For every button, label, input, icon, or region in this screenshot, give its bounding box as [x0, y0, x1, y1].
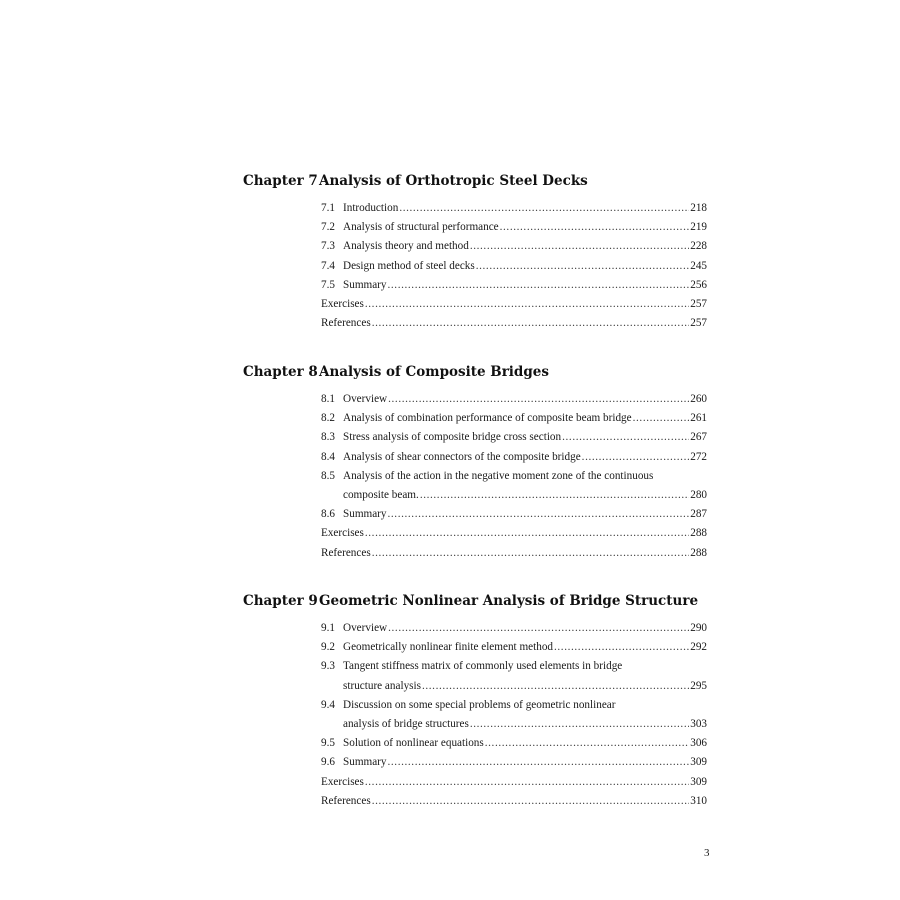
- entry-number: 7.5: [321, 278, 335, 291]
- entry-page: 257: [690, 297, 707, 310]
- entry-number: 8.3: [321, 431, 335, 444]
- entry-number: 9.4: [321, 698, 335, 711]
- entry-number: 9.2: [321, 641, 335, 654]
- toc-entry[interactable]: [321, 734, 707, 753]
- toc-entry[interactable]: [321, 619, 707, 638]
- entry-title: References: [321, 546, 371, 559]
- chapter-heading: [243, 362, 713, 382]
- leader-dots: [500, 218, 690, 237]
- chapter-7-section: [243, 171, 713, 333]
- leader-dots: [476, 257, 689, 276]
- leader-dots: [582, 448, 690, 467]
- toc-entry-references[interactable]: [321, 544, 707, 563]
- leader-dots: [388, 619, 689, 638]
- chapter-number: Chapter 7: [243, 173, 318, 189]
- entry-page: 287: [690, 508, 707, 521]
- toc-entry[interactable]: [321, 505, 707, 524]
- entry-number: 7.3: [321, 240, 335, 253]
- entry-page: 267: [690, 431, 707, 444]
- chapter-heading: [243, 591, 713, 611]
- toc-entry-exercises[interactable]: [321, 295, 707, 314]
- entry-title: Geometrically nonlinear finite element method: [343, 641, 554, 654]
- entry-number: 8.5: [321, 469, 335, 482]
- entry-title: References: [321, 794, 371, 807]
- entry-page: 303: [690, 717, 707, 730]
- toc-entry[interactable]: [321, 218, 707, 237]
- entry-number: 7.4: [321, 259, 335, 272]
- toc-entry[interactable]: [321, 448, 707, 467]
- toc-entries: [321, 619, 707, 811]
- entry-number: 9.5: [321, 737, 335, 750]
- chapter-title: Analysis of Composite Bridges: [319, 364, 550, 380]
- entry-number: 8.1: [321, 393, 335, 405]
- leader-dots: [388, 276, 690, 295]
- toc-entry-line1[interactable]: [321, 467, 707, 486]
- entry-page: 309: [690, 775, 707, 788]
- leader-dots: [554, 638, 689, 657]
- entry-number: 8.2: [321, 412, 335, 425]
- toc-entry[interactable]: [321, 409, 707, 428]
- leader-dots: [365, 524, 689, 543]
- leader-dots: [388, 390, 689, 409]
- leader-dots: [388, 505, 690, 524]
- entry-number: 9.3: [321, 660, 335, 673]
- toc-entry-line2[interactable]: [321, 486, 707, 505]
- entry-page: 218: [690, 202, 707, 214]
- chapter-8-section: [243, 362, 713, 563]
- leader-dots: [372, 792, 690, 811]
- entry-title-continued: composite beam.: [343, 488, 419, 501]
- entry-title: Summary: [343, 756, 387, 769]
- entry-page: 257: [690, 317, 707, 330]
- page-number: 3: [704, 847, 710, 859]
- entry-title: Introduction: [343, 202, 399, 214]
- toc-entries: [321, 390, 707, 563]
- entry-title: References: [321, 317, 371, 330]
- entry-title: Exercises: [321, 527, 364, 540]
- entry-page: 245: [690, 259, 707, 272]
- entry-title: Summary: [343, 508, 387, 521]
- entry-title: Summary: [343, 278, 387, 291]
- toc-entry[interactable]: [321, 753, 707, 772]
- toc-entry[interactable]: [321, 638, 707, 657]
- toc-entry[interactable]: [321, 257, 707, 276]
- entry-number: 7.1: [321, 202, 335, 214]
- toc-entry-line2[interactable]: [321, 677, 707, 696]
- leader-dots: [470, 237, 689, 256]
- toc-entry[interactable]: [321, 428, 707, 447]
- leader-dots: [420, 486, 689, 505]
- entry-number: 7.2: [321, 221, 335, 234]
- entry-page: 260: [690, 393, 707, 405]
- leader-dots: [365, 773, 689, 792]
- leader-dots: [399, 199, 689, 218]
- chapter-heading: [243, 171, 713, 191]
- chapter-9-section: [243, 591, 713, 811]
- leader-dots: [470, 715, 689, 734]
- leader-dots: [422, 677, 689, 696]
- entry-number: 8.4: [321, 450, 335, 463]
- chapter-number: Chapter 9: [243, 593, 318, 609]
- entry-page: 292: [690, 641, 707, 654]
- entry-page: 272: [690, 450, 707, 463]
- entry-title: Exercises: [321, 775, 364, 788]
- entry-title: Tangent stiffness matrix of commonly used elements in bridge: [343, 660, 623, 673]
- entry-title: Design method of steel decks: [343, 259, 475, 272]
- leader-dots: [388, 753, 690, 772]
- toc-entry[interactable]: [321, 390, 707, 409]
- entry-title: Solution of nonlinear equations: [343, 737, 484, 750]
- toc-entry[interactable]: [321, 199, 707, 218]
- entry-page: 309: [690, 756, 707, 769]
- toc-entry-line1[interactable]: [321, 696, 707, 715]
- entry-title: Analysis of the action in the negative moment zone of the continuous: [343, 469, 654, 482]
- leader-dots: [562, 428, 689, 447]
- entry-title: Analysis of combination performance of composite beam bridge: [343, 412, 632, 425]
- entry-title: Overview: [343, 393, 388, 405]
- entry-page: 288: [690, 546, 707, 559]
- entry-page: 288: [690, 527, 707, 540]
- entry-page: 228: [690, 240, 707, 253]
- chapter-title: Geometric Nonlinear Analysis of Bridge Structure: [319, 593, 699, 609]
- entry-number: 9.1: [321, 622, 335, 634]
- toc-entry[interactable]: [321, 276, 707, 295]
- toc-entry-exercises[interactable]: [321, 524, 707, 543]
- entry-page: 261: [690, 412, 707, 425]
- toc-entry-line1[interactable]: [321, 657, 707, 676]
- leader-dots: [633, 409, 690, 428]
- entry-title-continued: analysis of bridge structures: [343, 717, 469, 730]
- entry-page: 295: [690, 679, 707, 692]
- entry-number: 9.6: [321, 756, 335, 769]
- entry-page: 219: [690, 221, 707, 234]
- entry-page: 290: [690, 622, 707, 634]
- entry-title: Discussion on some special problems of geometric nonlinear: [343, 698, 616, 711]
- toc-entry[interactable]: [321, 237, 707, 256]
- leader-dots: [485, 734, 689, 753]
- leader-dots: [372, 544, 690, 563]
- toc-entries: [321, 199, 707, 333]
- entry-title: Analysis of shear connectors of the composite bridge: [343, 450, 581, 463]
- entry-title: Stress analysis of composite bridge cross section: [343, 431, 562, 444]
- leader-dots: [365, 295, 689, 314]
- toc-entry-exercises[interactable]: [321, 773, 707, 792]
- toc-entry-references[interactable]: [321, 792, 707, 811]
- chapter-number: Chapter 8: [243, 364, 318, 380]
- entry-page: 310: [690, 794, 707, 807]
- entry-page: 256: [690, 278, 707, 291]
- entry-page: 306: [690, 737, 707, 750]
- toc-entry-references[interactable]: [321, 314, 707, 333]
- entry-title: Analysis theory and method: [343, 240, 469, 253]
- leader-dots: [372, 314, 690, 333]
- entry-title: Exercises: [321, 297, 364, 310]
- toc-entry-line2[interactable]: [321, 715, 707, 734]
- entry-title-continued: structure analysis: [343, 679, 421, 692]
- entry-number: 8.6: [321, 508, 335, 521]
- entry-title: Analysis of structural performance: [343, 221, 499, 234]
- entry-page: 280: [690, 488, 707, 501]
- chapter-title: Analysis of Orthotropic Steel Decks: [319, 173, 588, 189]
- entry-title: Overview: [343, 622, 388, 634]
